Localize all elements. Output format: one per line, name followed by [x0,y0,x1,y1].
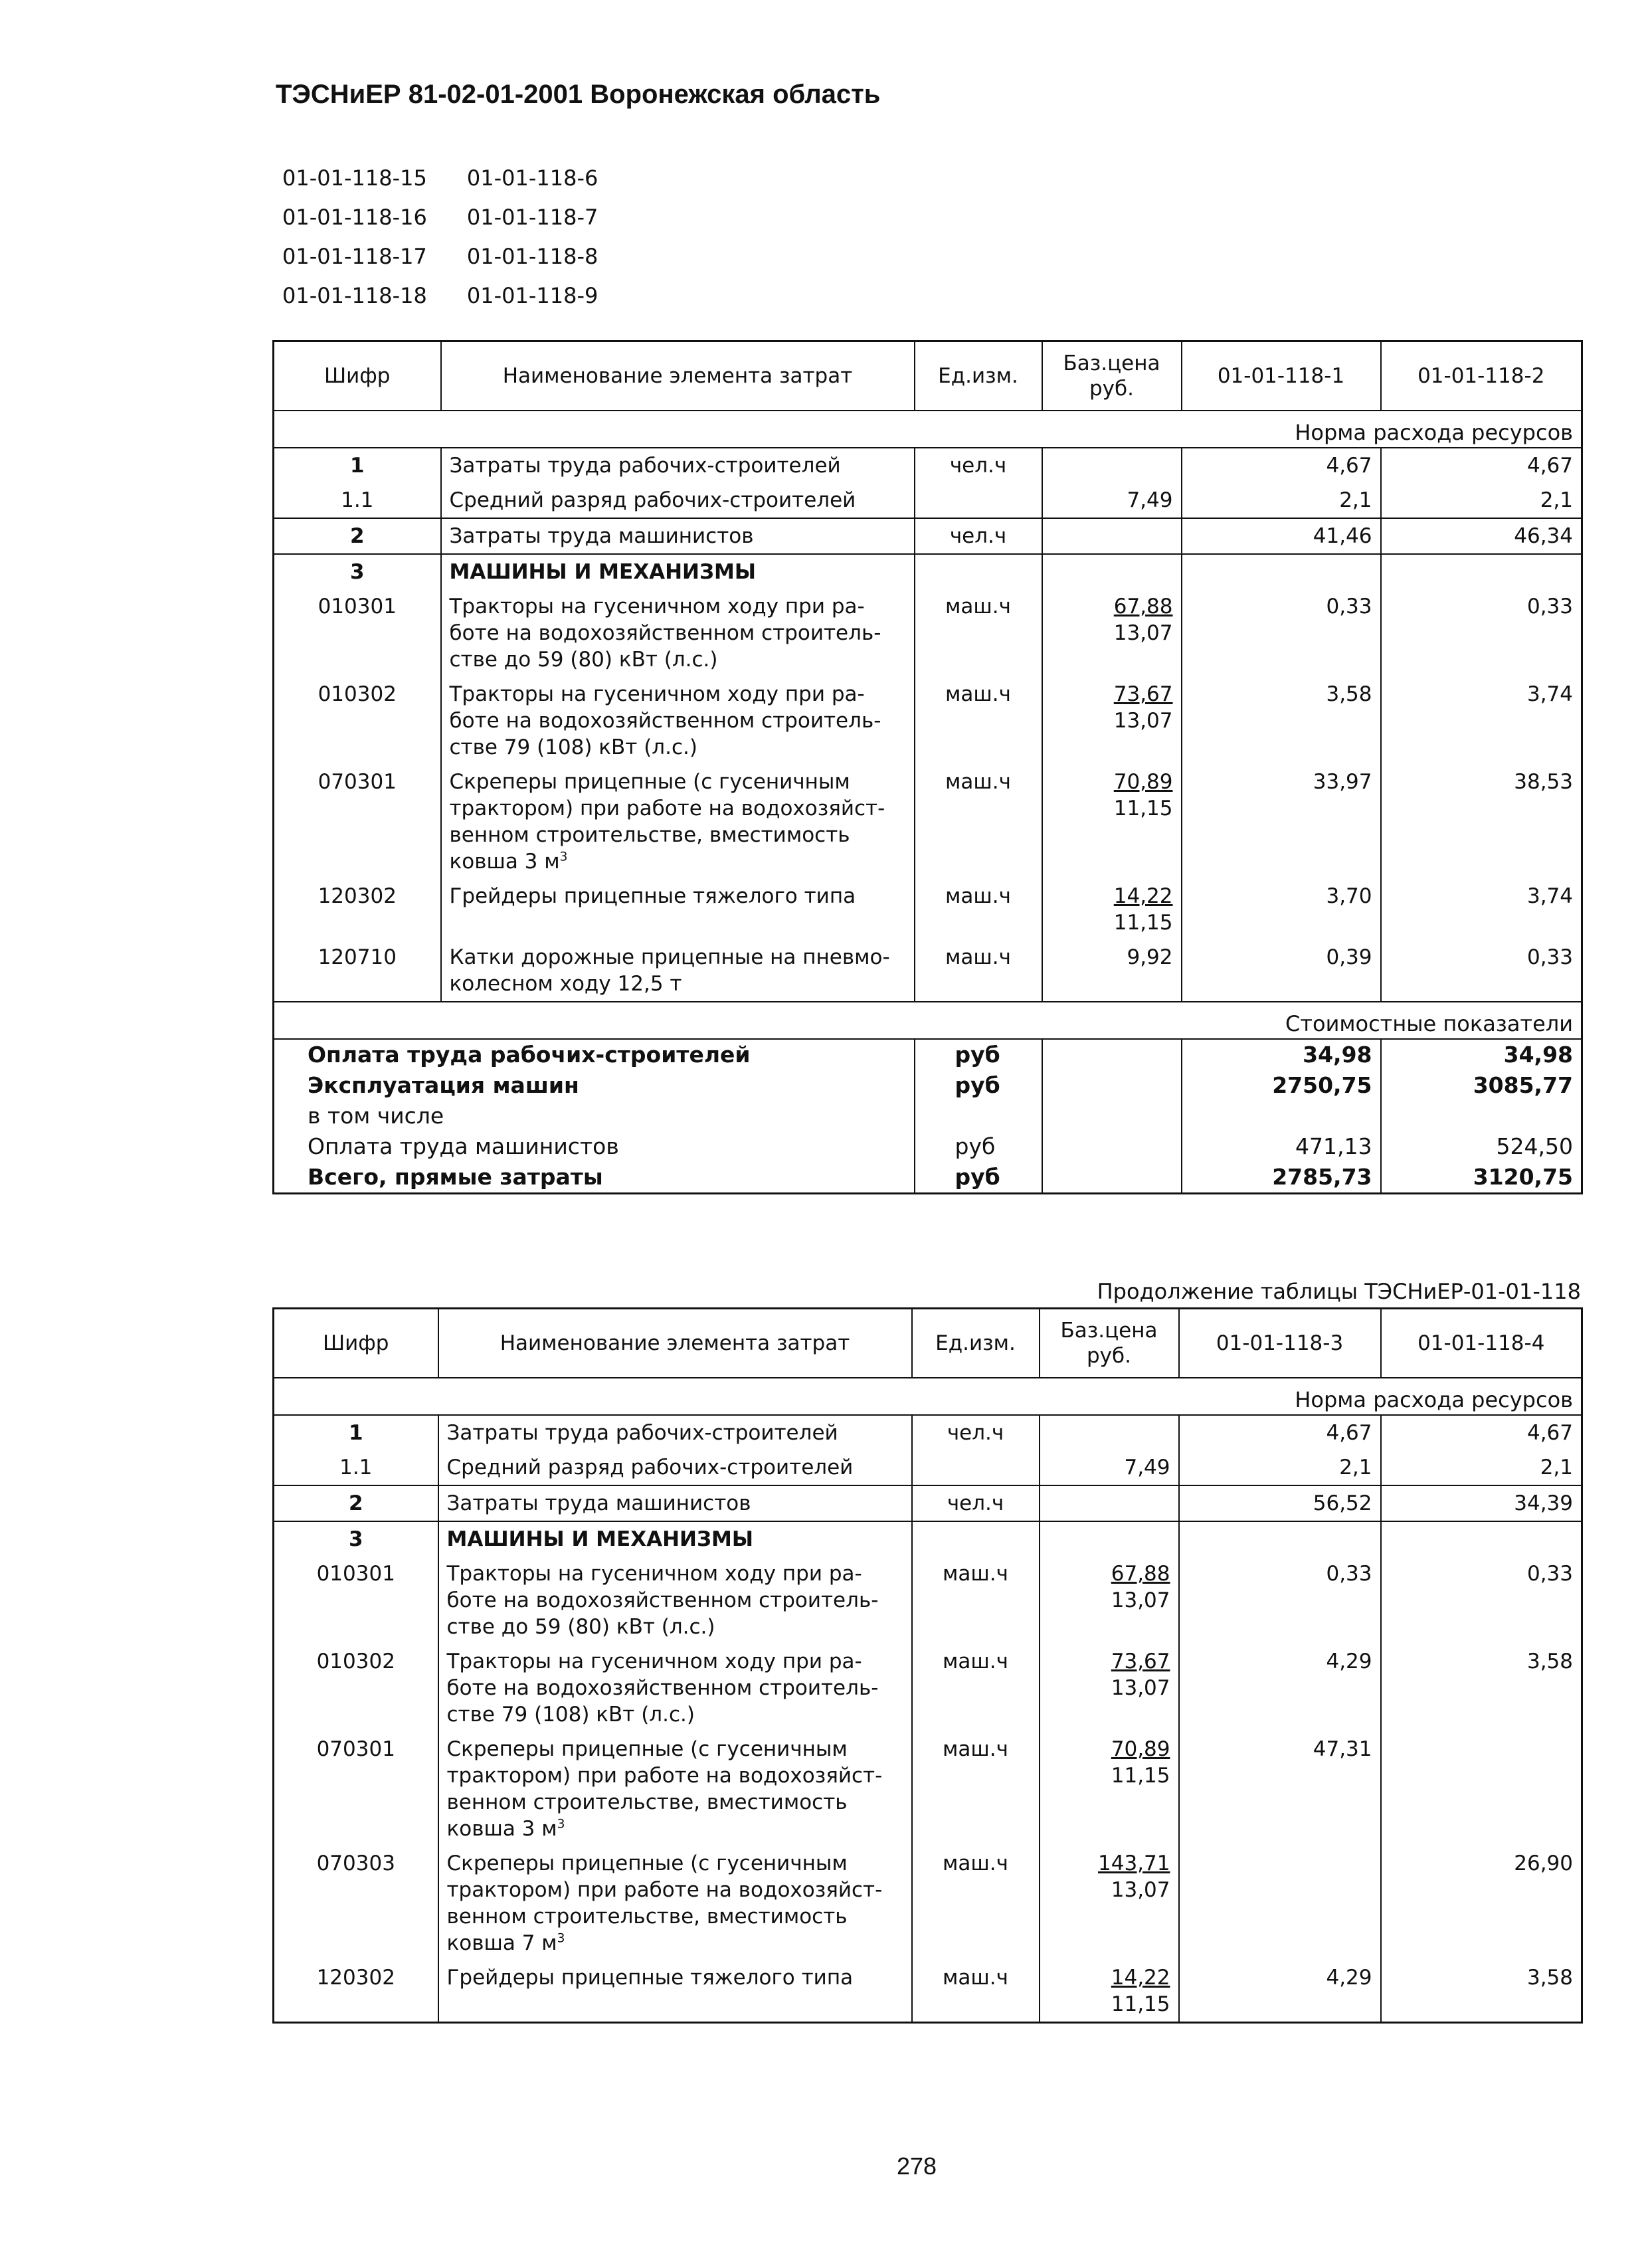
totals-price [1042,1162,1182,1194]
row-unit: маш.ч [912,1846,1040,1960]
row-price [1040,1415,1179,1450]
row-unit: маш.ч [915,677,1042,765]
totals-row [274,1162,1582,1194]
row-code: 1 [349,454,365,478]
header-base-price-line2: руб. [1089,377,1134,401]
row-code: 2 [274,518,441,554]
row-norm-b: 0,33 [1381,940,1582,1002]
row-code: 010301 [316,1562,395,1586]
totals-label: Эксплуатация машин [308,1072,579,1098]
row-code: 070301 [318,770,397,794]
row-price [1040,1732,1179,1846]
row-norm-b: 3,74 [1381,677,1582,765]
row-name: Средний разряд рабочих-строителей [438,1450,912,1485]
totals-price [1042,1070,1182,1101]
row-norm-b: 38,53 [1381,765,1582,879]
row-name: Тракторы на гусеничном ходу при ра- боте на водохозяйственном строитель- стве до 59 (80) кВт (л.с.) [441,589,915,677]
row-price [1042,589,1182,677]
totals-price [1042,1039,1182,1070]
row-norm-a [1179,1846,1381,1960]
row-code: 070301 [316,1737,395,1761]
header-norm-b: 01-01-118-2 [1381,341,1582,411]
price-total: 70,89 [1113,770,1173,794]
row-norm-a [1182,554,1381,589]
header-base-price-line2: руб. [1087,1344,1131,1368]
price-wage: 11,15 [1111,1992,1170,2016]
totals-b: 3085,77 [1381,1070,1582,1101]
row-norm-a: 2,1 [1179,1450,1381,1485]
section-costs-label: Стоимостные показатели [274,1002,1582,1039]
row-norm-a [1179,1521,1381,1557]
header-norm-a: 01-01-118-3 [1179,1309,1381,1378]
price-wage: 13,07 [1113,709,1173,733]
row-unit [915,554,1042,589]
row-price [1040,1521,1179,1557]
row-code: 3 [274,1521,438,1557]
row-code: 120302 [316,1966,395,1990]
row-unit: маш.ч [912,1960,1040,2023]
row-name: Затраты труда рабочих-строителей [441,448,915,483]
row-price: 7,49 [1040,1450,1179,1485]
totals-row [274,1131,1582,1162]
totals-row [274,1101,1582,1131]
row-norm-a: 3,58 [1182,677,1381,765]
row-unit: маш.ч [915,765,1042,879]
price-total: 73,67 [1111,1650,1170,1673]
row-unit: маш.ч [912,1557,1040,1644]
row-unit: маш.ч [912,1732,1040,1846]
row-norm-a: 2,1 [1182,483,1381,518]
row-norm-b: 3,58 [1381,1644,1582,1732]
row-price [1042,677,1182,765]
totals-unit: руб [915,1162,1042,1194]
row-unit: чел.ч [912,1485,1040,1521]
row-code: 120302 [318,884,397,908]
row-price [1042,518,1182,554]
code-mapping-row [282,282,638,322]
price-wage: 13,07 [1111,1588,1170,1612]
totals-unit: руб [915,1131,1042,1162]
row-unit [912,1521,1040,1557]
header-norm-b: 01-01-118-4 [1381,1309,1582,1378]
resource-norms-table-1 [272,340,1583,1194]
totals-a: 2750,75 [1182,1070,1381,1101]
code-mapping-list [282,165,638,322]
row-norm-b [1381,1732,1582,1846]
row-norm-b: 0,33 [1381,1557,1582,1644]
table-row [274,448,1582,483]
row-code: 010302 [318,682,397,706]
header-base-price [1042,341,1182,411]
row-price [1040,1485,1179,1521]
table-row [274,554,1582,589]
row-norm-b: 2,1 [1381,1450,1582,1485]
price-wage: 13,07 [1111,1676,1170,1700]
code-mapping-row [282,204,638,243]
code-mapping-row [282,243,638,282]
header-base-price-line1: Баз.цена [1063,351,1160,375]
totals-a: 471,13 [1182,1131,1381,1162]
section-row [274,1002,1582,1039]
row-price [1042,554,1182,589]
totals-b: 3120,75 [1381,1162,1582,1194]
row-code: 010302 [316,1650,395,1673]
old-code: 01-01-118-9 [466,283,598,308]
row-price [1040,1557,1179,1644]
row-name: Затраты труда машинистов [438,1485,912,1521]
header-norm-a: 01-01-118-1 [1182,341,1381,411]
row-norm-a: 4,29 [1179,1644,1381,1732]
row-norm-b: 26,90 [1381,1846,1582,1960]
price-total: 143,71 [1098,1851,1170,1875]
price-total: 14,22 [1111,1966,1170,1990]
table-row [274,1960,1582,2023]
row-price [1042,879,1182,940]
row-name-text: Скреперы прицепные (с гусеничным трактором) при работе на водохозяйст- венном строительстве, вместимость ковша 3 м [446,1737,883,1841]
totals-b [1381,1101,1582,1131]
new-code: 01-01-118-18 [282,283,427,308]
table-header-row [274,341,1582,411]
totals-a: 34,98 [1182,1039,1381,1070]
price-total: 67,88 [1111,1562,1170,1586]
totals-b: 524,50 [1381,1131,1582,1162]
row-norm-a: 56,52 [1179,1485,1381,1521]
table-row [274,1846,1582,1960]
row-name: МАШИНЫ И МЕХАНИЗМЫ [438,1521,912,1557]
row-code: 3 [274,554,441,589]
section-row [274,1378,1582,1415]
price-wage: 11,15 [1113,797,1173,820]
totals-unit: руб [915,1039,1042,1070]
row-code: 070303 [316,1851,395,1875]
row-norm-a: 33,97 [1182,765,1381,879]
table-header-row [274,1309,1582,1378]
row-code: 2 [274,1485,438,1521]
row-name: Тракторы на гусеничном ходу при ра- боте на водохозяйственном строитель- стве 79 (108) кВт (л.с.) [438,1644,912,1732]
header-base-price [1040,1309,1179,1378]
row-name [438,1846,912,1960]
row-norm-b: 4,67 [1381,448,1582,483]
row-name: Грейдеры прицепные тяжелого типа [441,879,915,940]
header-unit: Ед.изм. [915,341,1042,411]
row-code: 120710 [318,945,397,969]
row-price [1042,765,1182,879]
price-wage: 11,15 [1113,911,1173,935]
new-code: 01-01-118-16 [282,205,427,230]
page-title: ТЭСНиЕР 81-02-01-2001 Воронежская область [276,80,881,109]
row-code: 1 [348,1421,363,1445]
code-mapping-row [282,165,638,204]
row-unit: маш.ч [915,589,1042,677]
totals-row [274,1070,1582,1101]
row-name [441,765,915,879]
row-unit: маш.ч [915,940,1042,1002]
row-name: Затраты труда машинистов [441,518,915,554]
header-code: Шифр [274,1309,438,1378]
row-name: Грейдеры прицепные тяжелого типа [438,1960,912,2023]
row-unit: чел.ч [915,448,1042,483]
row-norm-a: 4,67 [1179,1415,1381,1450]
totals-a [1182,1101,1381,1131]
row-price: 9,92 [1042,940,1182,1002]
row-name: Тракторы на гусеничном ходу при ра- боте на водохозяйственном строитель- стве 79 (108) кВт (л.с.) [441,677,915,765]
row-norm-b: 2,1 [1381,483,1582,518]
totals-label: Оплата труда рабочих-строителей [308,1042,751,1068]
row-unit: чел.ч [912,1415,1040,1450]
price-total: 14,22 [1113,884,1173,908]
row-unit: маш.ч [915,879,1042,940]
row-price [1042,448,1182,483]
row-norm-a: 4,29 [1179,1960,1381,2023]
row-norm-b: 34,39 [1381,1485,1582,1521]
row-price: 7,49 [1042,483,1182,518]
page-number: 278 [897,2152,937,2180]
row-norm-a: 47,31 [1179,1732,1381,1846]
totals-a: 2785,73 [1182,1162,1381,1194]
row-unit: чел.ч [915,518,1042,554]
totals-label: Всего, прямые затраты [308,1164,603,1190]
totals-label: Оплата труда машинистов [308,1133,619,1159]
table-row [274,518,1582,554]
row-price [1040,1846,1179,1960]
totals-label: в том числе [308,1103,444,1129]
table-row [274,589,1582,677]
price-total: 73,67 [1113,682,1173,706]
row-norm-a: 4,67 [1182,448,1381,483]
volume-superscript: 3 [557,1931,565,1946]
price-total: 67,88 [1113,595,1173,618]
price-total: 70,89 [1111,1737,1170,1761]
table-row [274,940,1582,1002]
totals-row [274,1039,1582,1070]
header-name: Наименование элемента затрат [441,341,915,411]
row-norm-b [1381,554,1582,589]
row-price [1040,1644,1179,1732]
section-resources-label: Норма расхода ресурсов [274,1378,1582,1415]
row-name: Катки дорожные прицепные на пневмо- колесном ходу 12,5 т [441,940,915,1002]
row-norm-a: 41,46 [1182,518,1381,554]
old-code: 01-01-118-6 [466,165,598,191]
resource-norms-table-2 [272,1307,1583,2024]
table-row [274,1644,1582,1732]
row-norm-b [1381,1521,1582,1557]
totals-unit: руб [915,1070,1042,1101]
row-price [1040,1960,1179,2023]
row-unit [915,483,1042,518]
new-code: 01-01-118-15 [282,165,427,191]
row-unit [912,1450,1040,1485]
volume-superscript: 3 [557,1817,565,1832]
totals-price [1042,1101,1182,1131]
totals-price [1042,1131,1182,1162]
row-norm-a: 0,33 [1179,1557,1381,1644]
price-wage: 13,07 [1111,1878,1170,1902]
header-code: Шифр [274,341,441,411]
header-name: Наименование элемента затрат [438,1309,912,1378]
price-wage: 13,07 [1113,621,1173,645]
row-name [438,1732,912,1846]
section-resources-label: Норма расхода ресурсов [274,411,1582,448]
row-name: МАШИНЫ И МЕХАНИЗМЫ [441,554,915,589]
totals-b: 34,98 [1381,1039,1582,1070]
row-norm-b: 46,34 [1381,518,1582,554]
table-row [274,1450,1582,1485]
table-row [274,483,1582,518]
volume-superscript: 3 [559,850,568,864]
header-unit: Ед.изм. [912,1309,1040,1378]
row-code: 1.1 [339,1456,373,1479]
row-norm-a: 0,33 [1182,589,1381,677]
row-norm-b: 3,58 [1381,1960,1582,2023]
row-code: 010301 [318,595,397,618]
row-norm-a: 0,39 [1182,940,1381,1002]
row-code: 1.1 [341,488,374,512]
row-name-text: Скреперы прицепные (с гусеничным трактором) при работе на водохозяйст- венном строительстве, вместимость ковша 7 м [446,1851,883,1955]
section-row [274,411,1582,448]
table-row [274,1557,1582,1644]
table-row [274,1732,1582,1846]
table-row [274,1485,1582,1521]
table-continuation-caption: Продолжение таблицы ТЭСНиЕР-01-01-118 [1097,1279,1581,1304]
row-name: Тракторы на гусеничном ходу при ра- боте на водохозяйственном строитель- стве до 59 (80) кВт (л.с.) [438,1557,912,1644]
totals-unit [915,1101,1042,1131]
table-row [274,765,1582,879]
row-unit: маш.ч [912,1644,1040,1732]
table-row [274,677,1582,765]
row-name: Затраты труда рабочих-строителей [438,1415,912,1450]
old-code: 01-01-118-7 [466,205,598,230]
row-norm-a: 3,70 [1182,879,1381,940]
old-code: 01-01-118-8 [466,244,598,269]
row-norm-b: 0,33 [1381,589,1582,677]
price-wage: 11,15 [1111,1764,1170,1788]
table-row [274,1415,1582,1450]
row-name: Средний разряд рабочих-строителей [441,483,915,518]
table-row [274,1521,1582,1557]
row-norm-b: 4,67 [1381,1415,1582,1450]
row-name-text: Скреперы прицепные (с гусеничным трактором) при работе на водохозяйст- венном строительстве, вместимость ковша 3 м [449,770,885,874]
header-base-price-line1: Баз.цена [1060,1319,1158,1343]
table-row [274,879,1582,940]
row-norm-b: 3,74 [1381,879,1582,940]
new-code: 01-01-118-17 [282,244,427,269]
